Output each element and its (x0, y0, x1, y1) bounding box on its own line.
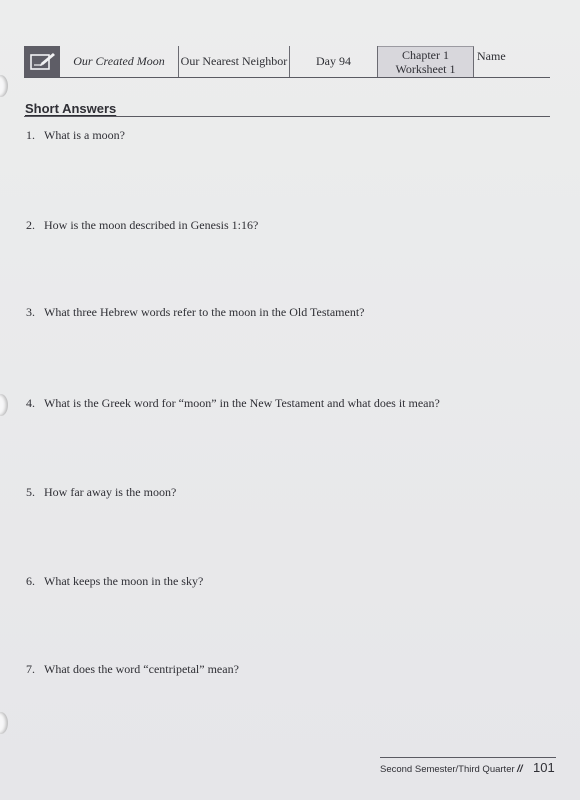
footer-separator: // (517, 764, 523, 775)
question-6 (26, 574, 203, 589)
question-3 (26, 305, 365, 320)
section-title: Short Answers (25, 101, 117, 116)
question-text: What is a moon? (44, 128, 125, 142)
question-2 (26, 218, 258, 233)
question-5 (26, 485, 176, 500)
question-number: 7. (26, 662, 35, 676)
question-number: 5. (26, 485, 35, 499)
question-text: How is the moon described in Genesis 1:16? (44, 218, 259, 232)
name-field[interactable]: Name (477, 49, 506, 63)
day-label: Day 94 (290, 46, 378, 77)
question-number: 3. (26, 305, 35, 319)
page-number: 101 (533, 760, 555, 775)
binder-hole (0, 75, 8, 97)
question-number: 6. (26, 574, 35, 588)
question-text: What does the word “centripetal” mean? (44, 662, 239, 676)
question-text: What is the Greek word for “moon” in the New Testament and what does it mean? (44, 396, 440, 410)
worksheet-label: Worksheet 1 (395, 62, 456, 76)
question-number: 1. (26, 128, 35, 142)
page-footer (380, 757, 556, 778)
binder-hole (0, 712, 8, 734)
question-text: How far away is the moon? (44, 485, 177, 499)
section-heading (24, 101, 550, 117)
question-text: What three Hebrew words refer to the moon in the Old Testament? (44, 305, 365, 319)
worksheet-header (24, 46, 550, 78)
question-number: 2. (26, 218, 35, 232)
lesson-title: Our Nearest Neighbor (179, 46, 290, 77)
pencil-paper-icon (24, 46, 60, 77)
chapter-label: Chapter 1 (402, 48, 449, 62)
question-7 (26, 662, 239, 677)
book-title: Our Created Moon (60, 46, 179, 77)
question-4 (26, 396, 440, 411)
chapter-worksheet-cell (378, 46, 474, 77)
binder-hole (0, 394, 8, 416)
question-1 (26, 128, 125, 143)
footer-text: Second Semester/Third Quarter (380, 764, 515, 775)
question-number: 4. (26, 396, 35, 410)
question-text: What keeps the moon in the sky? (44, 574, 204, 588)
